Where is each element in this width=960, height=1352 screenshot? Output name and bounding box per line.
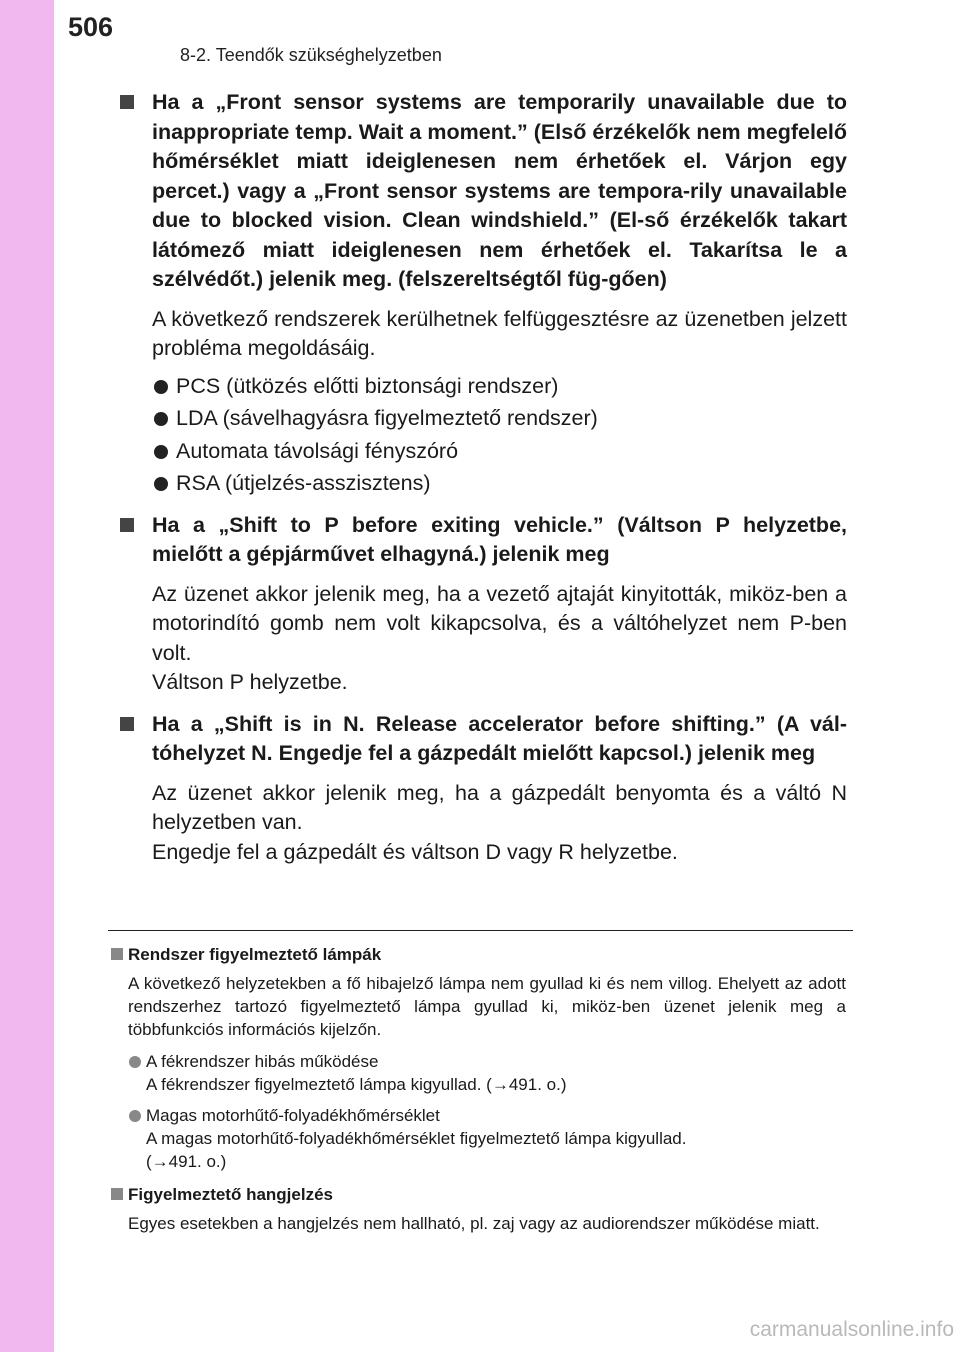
note-item-text: A magas motorhűtő-folyadékhőmérséklet figyelmeztető lámpa kigyullad.	[146, 1129, 687, 1148]
section-heading-shift-in-n	[120, 710, 847, 769]
note-paragraph: A következő helyzetekben a fő hibajelző lámpa nem gyullad ki és nem villog. Ehelyett az adott rendszerhez tartozó figyelmeztető lámpa gyullad ki, miköz-ben üzenet jelenik meg a többfunkciós információs kijelzőn.	[128, 974, 846, 1039]
heading-text: Ha a „Shift to P before exiting vehicle.” (Váltson P helyzetbe, mielőtt a gépjárművet elhagyná.) jelenik meg	[152, 512, 847, 566]
paragraph: Váltson P helyzetbe.	[152, 670, 348, 694]
list-item-text: Automata távolsági fényszóró	[176, 438, 459, 463]
section-heading-front-sensor	[120, 88, 847, 295]
list-item-text: RSA (útjelzés-asszisztens)	[176, 471, 431, 495]
chapter-color-tab	[0, 0, 54, 1352]
note-list-item	[110, 1104, 846, 1173]
list-item-text: LDA (sávelhagyásra figyelmeztető rendszer)	[176, 406, 598, 430]
paragraph: Az üzenet akkor jelenik meg, ha a gázpedált benyomta és a váltó N helyzetben van.	[152, 780, 847, 834]
square-bullet-icon	[111, 948, 123, 960]
note-item-text: A fékrendszer figyelmeztető lámpa kigyullad. (→491. o.)	[146, 1075, 567, 1094]
divider	[108, 930, 853, 931]
list-item	[120, 404, 847, 434]
round-bullet-icon	[129, 1056, 141, 1068]
round-bullet-icon	[129, 1110, 141, 1122]
list-item	[120, 469, 847, 499]
round-bullet-icon	[154, 477, 168, 491]
note-item-title: Magas motorhűtő-folyadékhőmérséklet	[146, 1106, 440, 1125]
section-title: 8-2. Teendők szükséghelyzetben	[180, 45, 442, 65]
note-list-item	[110, 1050, 846, 1096]
page-number: 506	[68, 12, 114, 42]
square-bullet-icon	[120, 95, 134, 109]
watermark: carmanualsonline.info	[749, 1318, 954, 1341]
paragraph: Az üzenet akkor jelenik meg, ha a vezető ajtaját kinyitották, miköz-ben a motorindító gomb nem volt kikapcsolva, és a váltóhelyzet nem P-ben volt.	[152, 581, 847, 665]
note-item-title: A fékrendszer hibás működése	[146, 1052, 379, 1071]
section-heading-shift-to-p	[120, 511, 847, 570]
heading-text: Figyelmeztető hangjelzés	[128, 1185, 333, 1204]
note-paragraph: Egyes esetekben a hangjelzés nem hallható, pl. zaj vagy az audiorendszer működése miatt.	[128, 1214, 820, 1233]
round-bullet-icon	[154, 445, 168, 459]
heading-text: Rendszer figyelmeztető lámpák	[128, 945, 382, 964]
list-item	[120, 372, 847, 402]
list-item-text: PCS (ütközés előtti biztonsági rendszer)	[176, 373, 559, 398]
heading-text: Ha a „Front sensor systems are temporarily unavailable due to inappropriate temp. Wait a moment.” (Első érzékelők nem megfelelő hőmérséklet miatt ideiglenesen nem érhetőek el. Várjon egy percet.) vagy a „Front sensor systems are tempora-rily unavailable due to blocked vision. Clean windshield.” (El-ső érzékelők takart látómező miatt ideiglenesen nem érhetőek el. Takarítsa le a szélvédőt.) jelenik meg. (felszereltségtől füg-gően)	[152, 90, 847, 291]
notes-section	[110, 943, 846, 1244]
note-heading-warning-lights	[110, 943, 846, 966]
list-item	[120, 437, 847, 467]
round-bullet-icon	[154, 412, 168, 426]
paragraph: Engedje fel a gázpedált és váltson D vagy R helyzetbe.	[152, 839, 678, 864]
paragraph: A következő rendszerek kerülhetnek felfüggesztésre az üzenetben jelzett probléma megoldásáig.	[152, 306, 847, 360]
square-bullet-icon	[111, 1188, 123, 1200]
note-heading-warning-buzzer	[110, 1183, 846, 1206]
main-content	[120, 88, 847, 875]
heading-text: Ha a „Shift is in N. Release accelerator before shifting.” (A vál-tóhelyzet N. Engedje fel a gázpedált mielőtt kapcsol.) jelenik meg	[152, 711, 847, 765]
square-bullet-icon	[120, 518, 134, 532]
round-bullet-icon	[154, 380, 168, 394]
square-bullet-icon	[120, 717, 134, 731]
page-reference: (→491. o.)	[146, 1152, 227, 1171]
